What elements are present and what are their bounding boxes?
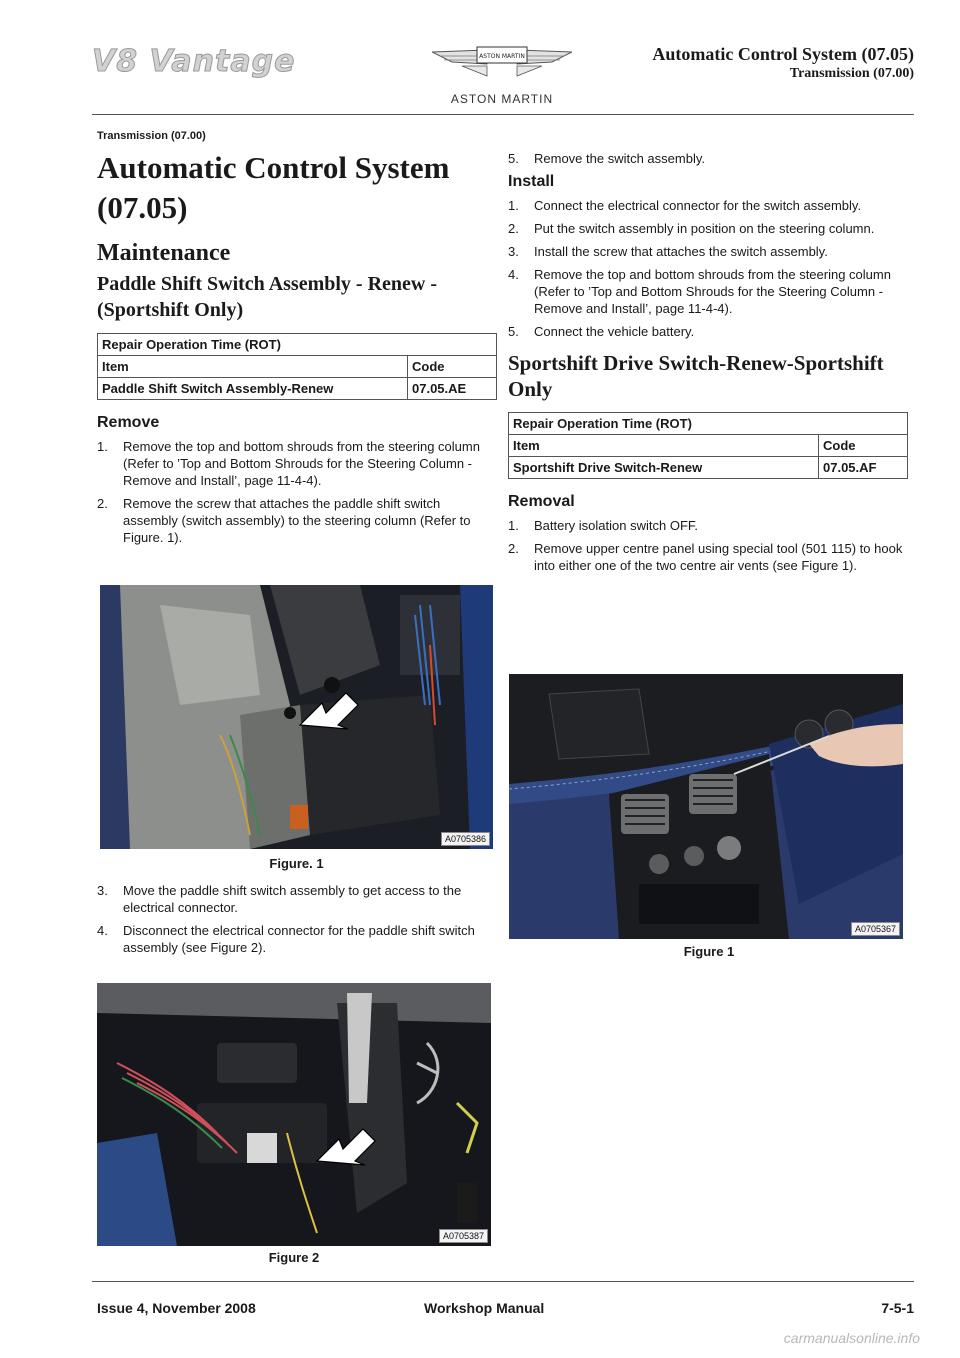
list-item: 1. Remove the top and bottom shrouds from the steering column (Refer to ’Top and Bottom Shrouds for the Steering Column - Remove and Install’, page 11-4-4). (97, 439, 480, 488)
rot-col-code: Code (408, 356, 497, 378)
figure-dashboard-id: A0705367 (851, 922, 900, 936)
footer-issue: Issue 4, November 2008 (97, 1300, 256, 1316)
left-column (97, 130, 497, 552)
steering-column-photo (100, 585, 493, 849)
footer-rule (92, 1281, 914, 1282)
brand-logo: V8 Vantage (92, 44, 296, 79)
list-item: 3. Install the screw that attaches the switch assembly. (508, 244, 828, 259)
connector-photo (97, 983, 491, 1246)
remove-heading: Remove (97, 414, 160, 431)
header-title: Automatic Control System (07.05) (652, 44, 914, 64)
rot-col-item: Item (509, 435, 819, 457)
list-item: 3. Move the paddle shift switch assembly to get access to the electrical connector. (97, 883, 462, 915)
figure-dashboard-caption: Figure 1 (683, 944, 735, 959)
dashboard-photo (509, 674, 903, 939)
rot-row-item: Sportshift Drive Switch-Renew (509, 457, 819, 479)
procedure-heading-2: Sportshift Drive Switch-Renew-Sportshift Only (508, 351, 884, 401)
rot-row-item: Paddle Shift Switch Assembly-Renew (98, 378, 408, 400)
header-subtitle: Transmission (07.00) (789, 66, 914, 81)
watermark: carmanualsonline.info (783, 1330, 920, 1346)
removal-heading: Removal (508, 493, 575, 510)
rot-row-code: 07.05.AE (408, 378, 497, 400)
figure-1-photo (100, 585, 493, 849)
remove-steps-continued (97, 882, 497, 956)
rot-title: Repair Operation Time (ROT) (98, 334, 497, 356)
figure-2-photo (97, 983, 491, 1246)
list-item: 4. Disconnect the electrical connector for the paddle shift switch assembly (see Figure 2). (97, 923, 475, 955)
footer-manual: Workshop Manual (424, 1300, 545, 1316)
rot-title: Repair Operation Time (ROT) (509, 413, 908, 435)
install-steps (508, 197, 908, 340)
right-column (508, 150, 908, 580)
section-kicker: Transmission (07.00) (97, 130, 206, 142)
removal-steps (508, 517, 908, 574)
list-item: 2. Remove the screw that attaches the paddle shift switch assembly (switch assembly) to the steering column (Refer to Figure. 1). (97, 496, 471, 545)
list-item: 1. Connect the electrical connector for the switch assembly. (508, 198, 862, 213)
figure-dashboard-photo (509, 674, 903, 939)
rot-row-code: 07.05.AF (819, 457, 908, 479)
list-item: 1. Battery isolation switch OFF. (508, 518, 698, 533)
figure-2-id: A0705387 (439, 1229, 488, 1243)
page-heading: Automatic Control System (07.05) (97, 150, 450, 225)
remove-steps (97, 438, 497, 546)
aston-martin-wings-logo (432, 42, 572, 92)
figure-2-caption: Figure 2 (268, 1250, 320, 1265)
rot-table (97, 333, 497, 400)
rot-col-item: Item (98, 356, 408, 378)
left-column-continued (97, 882, 497, 962)
section-heading: Maintenance (97, 240, 231, 266)
header-rule (92, 114, 914, 115)
list-item: 2. Put the switch assembly in position on the steering column. (508, 221, 875, 236)
figure-1-id: A0705386 (441, 832, 490, 846)
list-item: 2. Remove upper centre panel using special tool (501 115) to hook into either one of the two centre air vents (see Figure 1). (508, 541, 903, 573)
figure-1-caption: Figure. 1 (269, 856, 324, 871)
rot-table-2 (508, 412, 908, 479)
maker-name: ASTON MARTIN (450, 92, 554, 106)
list-item: 5. Connect the vehicle battery. (508, 324, 695, 339)
remove-step-5 (508, 150, 908, 167)
wings-lettering: ASTON MARTIN (479, 53, 525, 60)
rot-col-code: Code (819, 435, 908, 457)
list-item: 4. Remove the top and bottom shrouds from the steering column (Refer to ’Top and Bottom Shrouds for the Steering Column - Remove and Install’, page 11-4-4). (508, 267, 891, 316)
list-item: 5. Remove the switch assembly. (508, 151, 705, 166)
procedure-heading: Paddle Shift Switch Assembly - Renew - (Sportshift Only) (97, 273, 438, 321)
install-heading: Install (508, 173, 555, 190)
footer-page-number: 7-5-1 (881, 1300, 914, 1316)
